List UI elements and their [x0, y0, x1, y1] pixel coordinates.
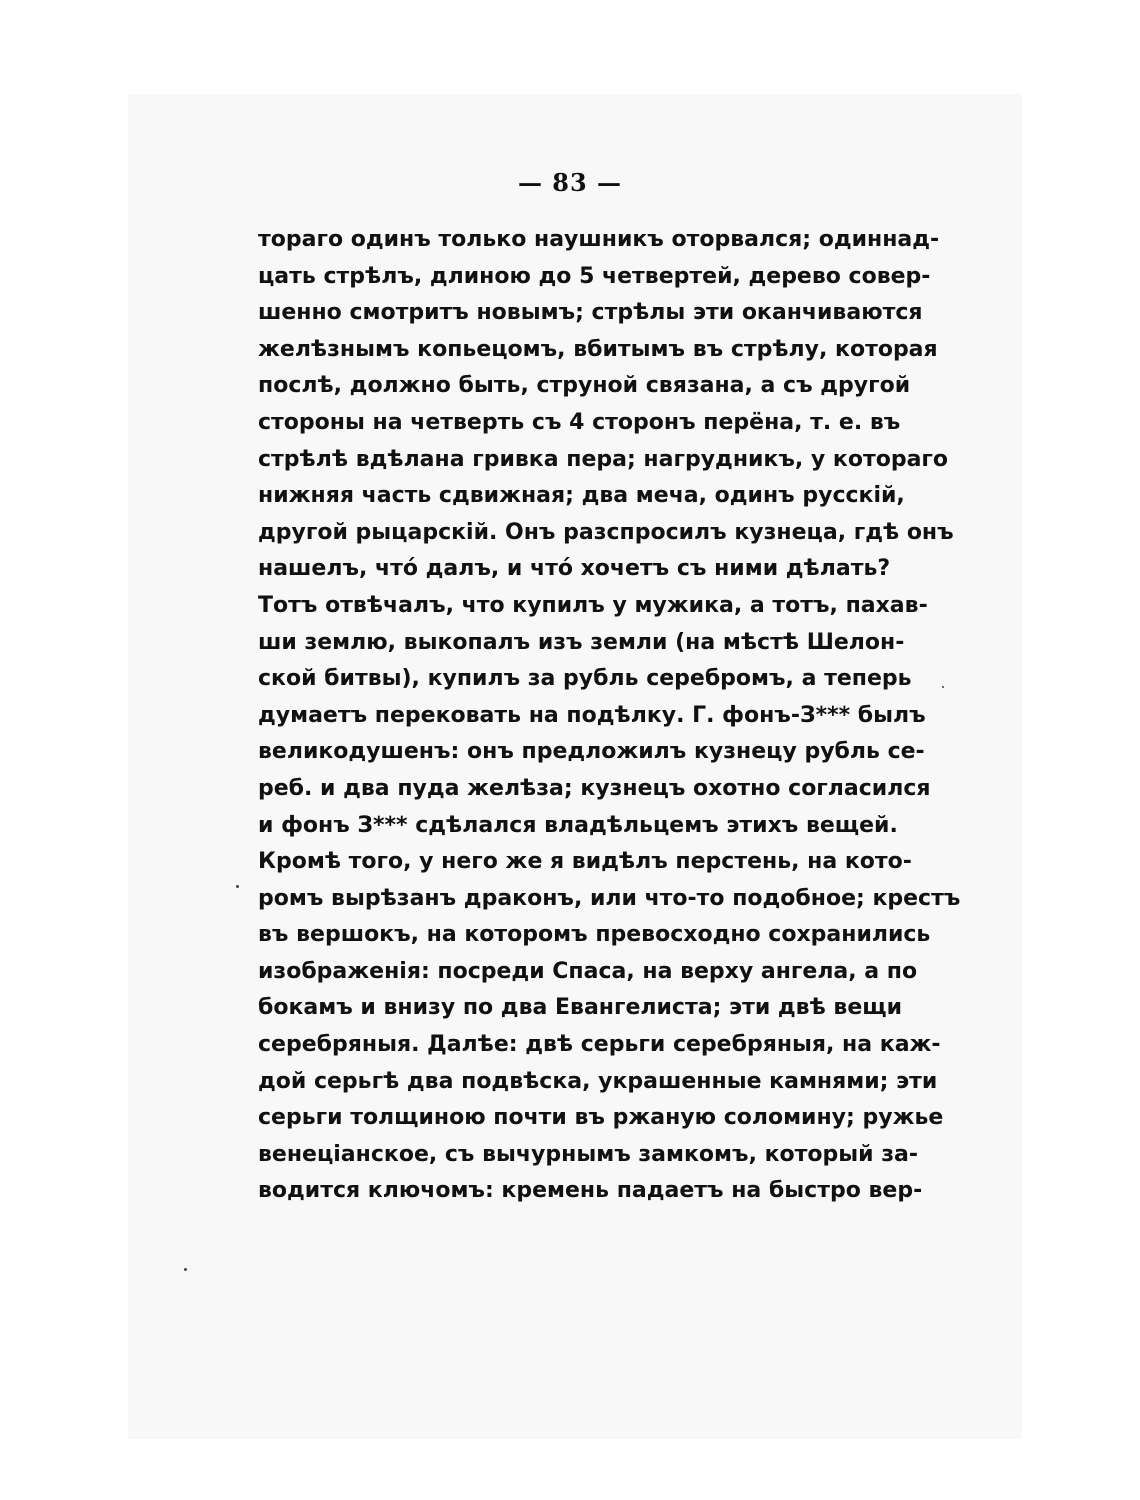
- text-line: ши землю, выкопалъ изъ земли (на мѣстѣ Шелон-: [258, 629, 905, 655]
- text-line: ской битвы), купилъ за рубль серебромъ, а теперь: [258, 666, 912, 692]
- text-line: серьги толщиною почти въ ржаную соломину; ружье: [258, 1105, 944, 1131]
- text-line: послѣ, должно быть, струной связана, а съ другой: [258, 373, 911, 399]
- text-line: стороны на четверть съ 4 сторонъ перёна, т. е. въ: [258, 409, 901, 435]
- text-line: шенно смотритъ новымъ; стрѣлы эти оканчиваются: [258, 300, 923, 326]
- text-line: другой рыцарскій. Онъ разспросилъ кузнеца, гдѣ онъ: [258, 519, 954, 545]
- text-line: тораго одинъ только наушникъ оторвался; одиннад-: [258, 227, 940, 252]
- text-line: изображенія: посреди Спаса, на верху ангела, а по: [258, 958, 918, 984]
- text-line: водится ключомъ: кремень падаетъ на быстро вер-: [258, 1178, 923, 1204]
- text-line: бокамъ и внизу по два Евангелиста; эти двѣ вещи: [258, 995, 903, 1021]
- text-line: серебряныя. Далѣе: двѣ серьги серебряныя, на каж-: [258, 1032, 941, 1058]
- body-text: [258, 222, 961, 1210]
- text-line: ромъ вырѣзанъ драконъ, или что-то подобное; крестъ: [258, 885, 961, 911]
- text-line: въ вершокъ, на которомъ превосходно сохранились: [258, 922, 931, 948]
- text-line: желѣзнымъ копьецомъ, вбитымъ въ стрѣлу, которая: [258, 336, 938, 362]
- text-line: нашелъ, что́ далъ, и что́ хочетъ съ ними дѣлать?: [258, 556, 891, 582]
- text-line: стрѣлѣ вдѣлана гривка пера; нагрудникъ, у котораго: [258, 446, 949, 472]
- text-line: думаетъ перековать на подѣлку. Г. фонъ-З*** былъ: [258, 702, 926, 728]
- scan-speck: [942, 686, 944, 688]
- text-line: дой серьгѣ два подвѣска, украшенные камнями; эти: [258, 1068, 938, 1094]
- text-line: цать стрѣлъ, длиною до 5 четвертей, дерево совер-: [258, 263, 931, 289]
- text-line: Тотъ отвѣчалъ, что купилъ у мужика, а тотъ, пахав-: [258, 592, 928, 618]
- text-line: венеціанское, съ вычурнымъ замкомъ, который за-: [258, 1141, 918, 1167]
- scan-speck: [236, 885, 239, 888]
- text-line: и фонъ З*** сдѣлался владѣльцемъ этихъ вещей.: [258, 812, 898, 838]
- scan-speck: [184, 1268, 187, 1271]
- page-number: — 83 —: [517, 168, 623, 197]
- text-line: нижняя часть сдвижная; два меча, одинъ русскій,: [258, 483, 905, 509]
- text-line: реб. и два пуда желѣза; кузнецъ охотно согласился: [258, 775, 931, 801]
- text-line: великодушенъ: онъ предложилъ кузнецу рубль се-: [258, 739, 925, 765]
- text-line: Кромѣ того, у него же я видѣлъ перстень, на кото-: [258, 849, 912, 875]
